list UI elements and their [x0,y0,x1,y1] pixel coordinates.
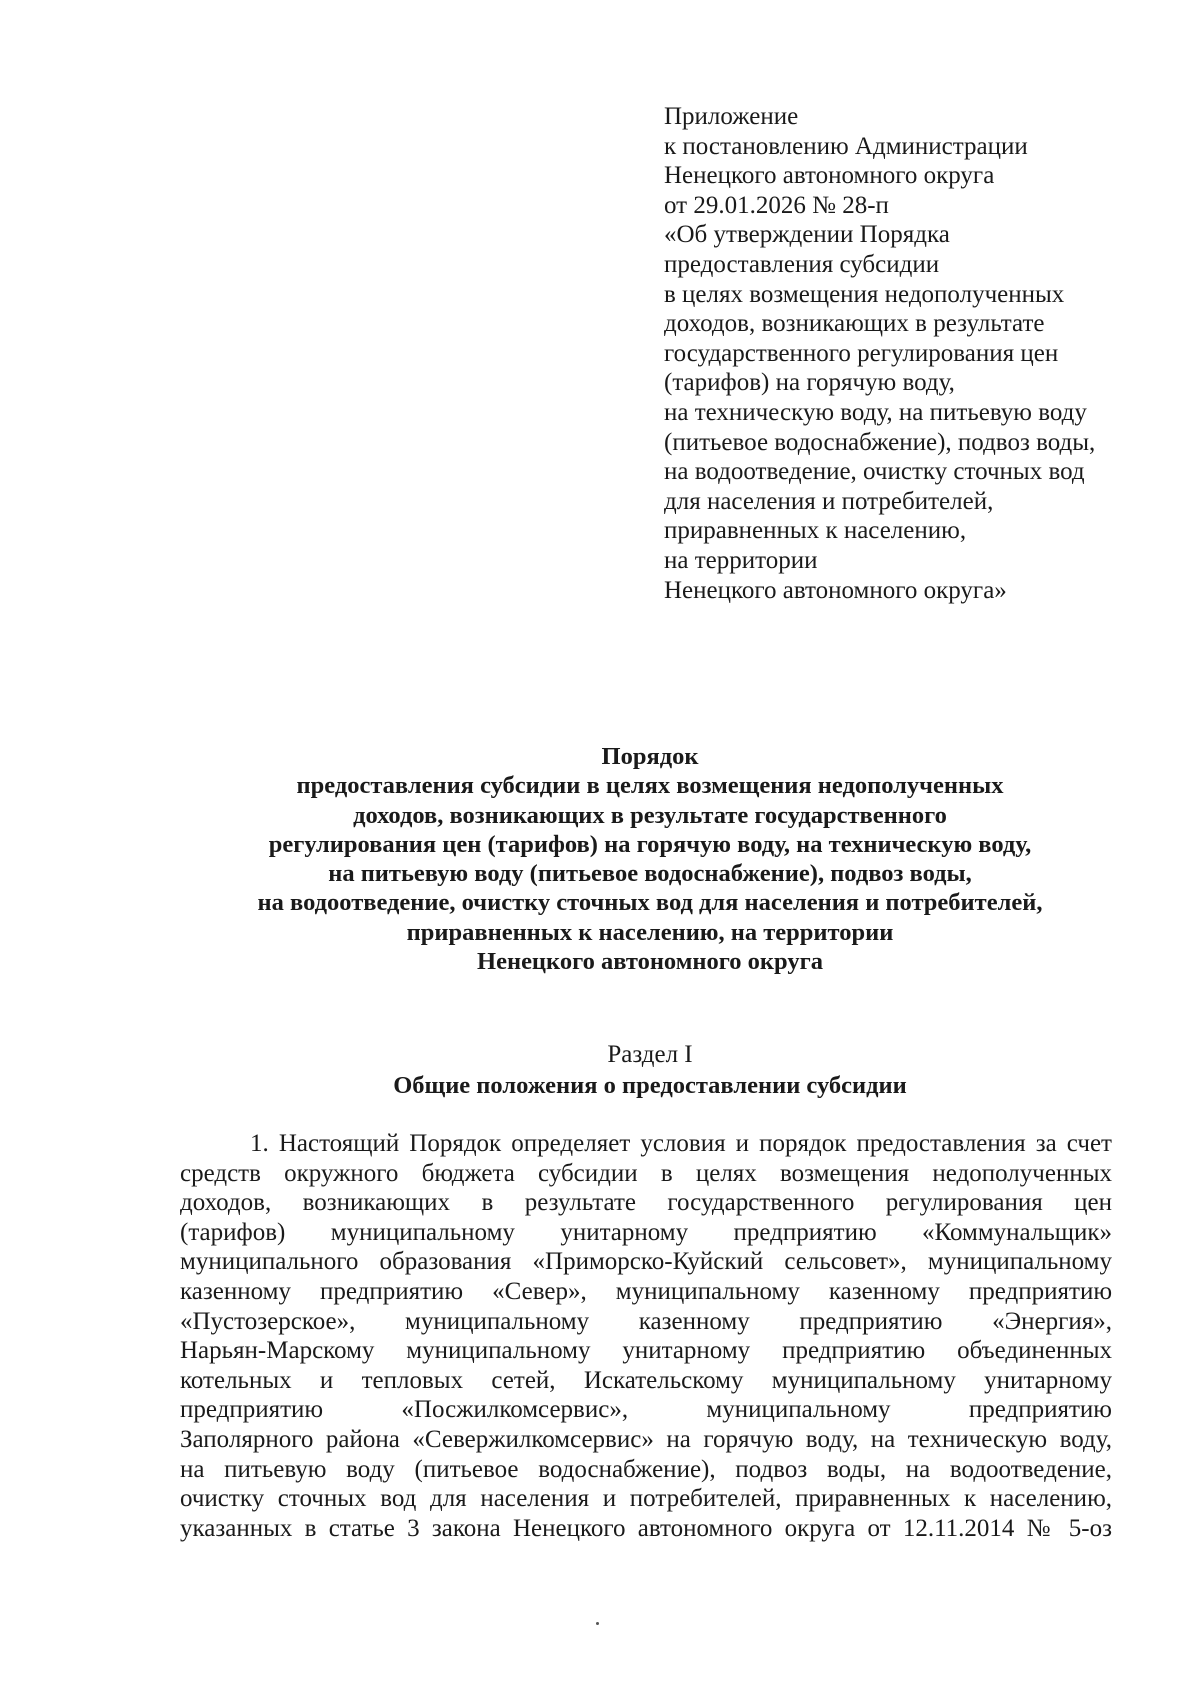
appendix-line: доходов, возникающих в результате [664,310,1045,338]
appendix-line: на водоотведение, очистку сточных вод [664,458,1085,486]
appendix-line: на техническую воду, на питьевую воду [664,398,1087,426]
paragraph-line: «Пустозерское», муниципальному казенному предприятию «Энергия», [180,1307,1112,1335]
section-heading: Общие положения о предоставлении субсидии [393,1072,907,1099]
appendix-line: для населения и потребителей, [664,487,994,515]
paragraph-line: доходов, возникающих в результате государственного регулирования цен [180,1189,1112,1217]
appendix-line: на территории [664,546,818,574]
title-line: регулирования цен (тарифов) на горячую воду, на техническую воду, [268,830,1032,858]
paragraph-line: Заполярного района «Севержилкомсервис» на горячую воду, на техническую воду, [180,1425,1112,1453]
title-line: доходов, возникающих в результате государственного [353,801,947,829]
appendix-line: от 29.01.2026 № 28-п [664,191,889,219]
title-line: Ненецкого автономного округа [477,948,823,976]
section-label: Раздел I [607,1041,693,1068]
document-title [160,742,1140,976]
paragraph-line: указанных в статье 3 закона Ненецкого автономного округа от 12.11.2014 № 5-оз [180,1514,1112,1542]
title-line: приравненных к населению, на территории [406,918,894,946]
paragraph-line: (тарифов) муниципальному унитарному предприятию «Коммунальщик» [180,1218,1112,1246]
title-line: Порядок [601,743,699,770]
appendix-line: Приложение [664,103,799,130]
appendix-header [664,102,1144,605]
appendix-line: «Об утверждении Порядка [664,221,950,249]
appendix-line: Ненецкого автономного округа [664,162,995,190]
appendix-line: государственного регулирования цен [664,339,1059,367]
paragraph-line: на питьевую воду (питьевое водоснабжение), подвоз воды, на водоотведение, [180,1455,1112,1483]
paragraph-line: предприятию «Посжилкомсервис», муниципальному предприятию [180,1396,1112,1424]
paragraph-1 [180,1129,1112,1543]
title-line: на водоотведение, очистку сточных вод для населения и потребителей, [257,889,1043,917]
paragraph-line: 1. Настоящий Порядок определяет условия и порядок предоставления за счет [250,1130,1112,1157]
paragraph-line: муниципального образования «Приморско-Куйский сельсовет», муниципальному [180,1248,1112,1276]
title-line: предоставления субсидии в целях возмещения недополученных [296,772,1004,800]
appendix-line: (тарифов) на горячую воду, [664,369,955,397]
appendix-line: (питьевое водоснабжение), подвоз воды, [664,428,1096,456]
appendix-line: приравненных к населению, [664,517,967,545]
paragraph-line: очистку сточных вод для населения и потребителей, приравненных к населению, [180,1485,1112,1513]
paragraph-line: котельных и тепловых сетей, Искательскому муниципальному унитарному [180,1366,1112,1394]
appendix-line: предоставления субсидии [664,250,940,278]
paragraph-line: Нарьян-Марскому муниципальному унитарному предприятию объединенных [180,1337,1112,1365]
paragraph-line: казенному предприятию «Север», муниципальному казенному предприятию [180,1277,1112,1305]
appendix-line: Ненецкого автономного округа» [664,576,1007,604]
appendix-line: в целях возмещения недополученных [664,280,1065,308]
scan-speck [596,1622,599,1625]
title-line: на питьевую воду (питьевое водоснабжение), подвоз воды, [328,860,972,888]
appendix-line: к постановлению Администрации [664,132,1028,160]
paragraph-line: средств окружного бюджета субсидии в целях возмещения недополученных [180,1159,1112,1187]
